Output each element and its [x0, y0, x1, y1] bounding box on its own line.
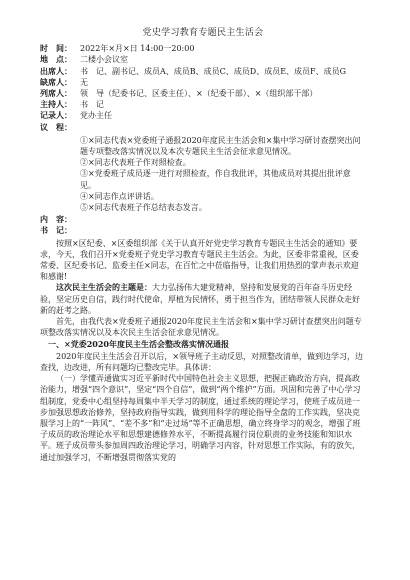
agenda-list: [40, 135, 366, 213]
meta-attendees: [40, 66, 366, 77]
agenda-item: ①×同志代表×党委班子通报2020年度民主生活会和×集中学习研讨查摆突出问题专项整改落实情况以及本次专题民主生活会征求意见情况。: [80, 135, 361, 157]
meta-time: [40, 43, 366, 54]
document-title: 党史学习教育专题民主生活会: [142, 28, 264, 38]
agenda-item: ③×党委班子成员逐一进行对照检查，作自我批评，其他成员对其提出批评意见。: [80, 169, 351, 190]
time-value: 2022年×月×日 14:00一20:00: [80, 44, 195, 54]
absent-label: 缺席人：: [40, 76, 72, 87]
attendees-value: 书 记、副书记、成员A、成员B、成员C、成员D、成员E、成员F、成员G: [80, 66, 346, 76]
recorder-label: 记录人：: [40, 110, 72, 121]
host-label: 主持人：: [40, 99, 72, 110]
paragraph-report-intro: 首先，由我代表×党委班子通报2020年度民主生活会和×集中学习研讨查摆突出问题专项整改落实情况以及本次民主生活会征求意见情况。: [40, 317, 362, 338]
recorder-value: 党办主任: [80, 111, 112, 121]
agenda-label: 议 程：: [40, 121, 72, 132]
absent-value: 无: [80, 77, 88, 87]
agenda-item: ⑤×同志代表班子作总结表态发言。: [80, 203, 207, 213]
paragraph-item-one: （一）学懂弄通做实习近平新时代中国特色社会主义思想，把握正确政治方向，提高政治能力，增强“四个意识”，坚定“四个自信”，做到“两个维护”方面。巩固和完善了中心学习组制度，党委中心组坚持每周集中半天学习的制度，通过系统的理论学习，使班子成员进一步加强思想政治修养，坚持政府指导实践，做到用科学的理论指导全盘的工作实践，坚决克服学习上的“一阵风”、“差不多”和“走过场”等不正确思想，确立终身学习的观念，增强了班子成员的政治理论水平和思想建德修养水平，不断提高履行岗位职责的业务技能和知识水平。班子成员带头参加周四政治理论学习，明确学习内容，针对思想工作实际，有的放矢，通过加强学习，不断增强贯彻落实党的: [40, 374, 361, 462]
paragraph-rectification: 2020年度民主生活会召开以后，×领导班子主动反思，对照整改清单，做到边学习，边查找，边改进，所有问题均已整改完毕。具体讲：: [40, 351, 364, 372]
paragraph-theme: [40, 282, 366, 316]
attendees-label: 出席人：: [40, 65, 72, 76]
meta-agenda: [40, 122, 366, 133]
host-value: 书 记: [80, 100, 104, 110]
meta-host: [40, 99, 366, 110]
record-speaker-label: 书 记：: [40, 225, 72, 236]
meta-absent: [40, 77, 366, 88]
place-value: 二楼小会议室: [80, 55, 128, 65]
observers-label: 列席人：: [40, 88, 72, 99]
record-heading: [40, 225, 366, 236]
meta-observers: [40, 88, 366, 99]
minutes-body: [40, 238, 366, 463]
agenda-item: ②×同志代表班子作对照检查。: [80, 158, 191, 168]
theme-lead: 这次民主生活会的主题是：: [56, 282, 152, 293]
content-label: 内 容：: [40, 214, 72, 225]
observers-value: 领 导（纪委书记、区委主任）、×（纪委干部）、×（组织部干部）: [80, 89, 318, 99]
theme-text: 大力弘扬伟大建党精神，坚持和发展党的百年奋斗历史经验，坚定历史自信，践行时代使命，厚植为民情怀，勇于担当作为，团结带领人民群众走好新的赶考之路。: [40, 283, 360, 315]
content-heading: [40, 214, 366, 225]
agenda-item: ④×同志作点评讲话。: [80, 191, 159, 201]
meta-recorder: [40, 110, 366, 121]
paragraph-opening: 按照×区纪委、×区委组织部《关于认真开好党史学习教育专题民主生活会的通知》要求，今天，我们召开×党委班子党史学习教育专题民主生活会。为此，区委非常重视，区委常委、区纪委书记、监委主任×同志，在百忙之中莅临指导，让我们用热烈的掌声表示欢迎和感谢!: [40, 238, 359, 282]
place-label: 地 点：: [40, 54, 72, 65]
time-label: 时 间：: [40, 43, 72, 54]
section-heading: 一、×党委2020年度民主生活会整改落实情况通报: [48, 339, 229, 350]
meta-place: [40, 54, 366, 65]
